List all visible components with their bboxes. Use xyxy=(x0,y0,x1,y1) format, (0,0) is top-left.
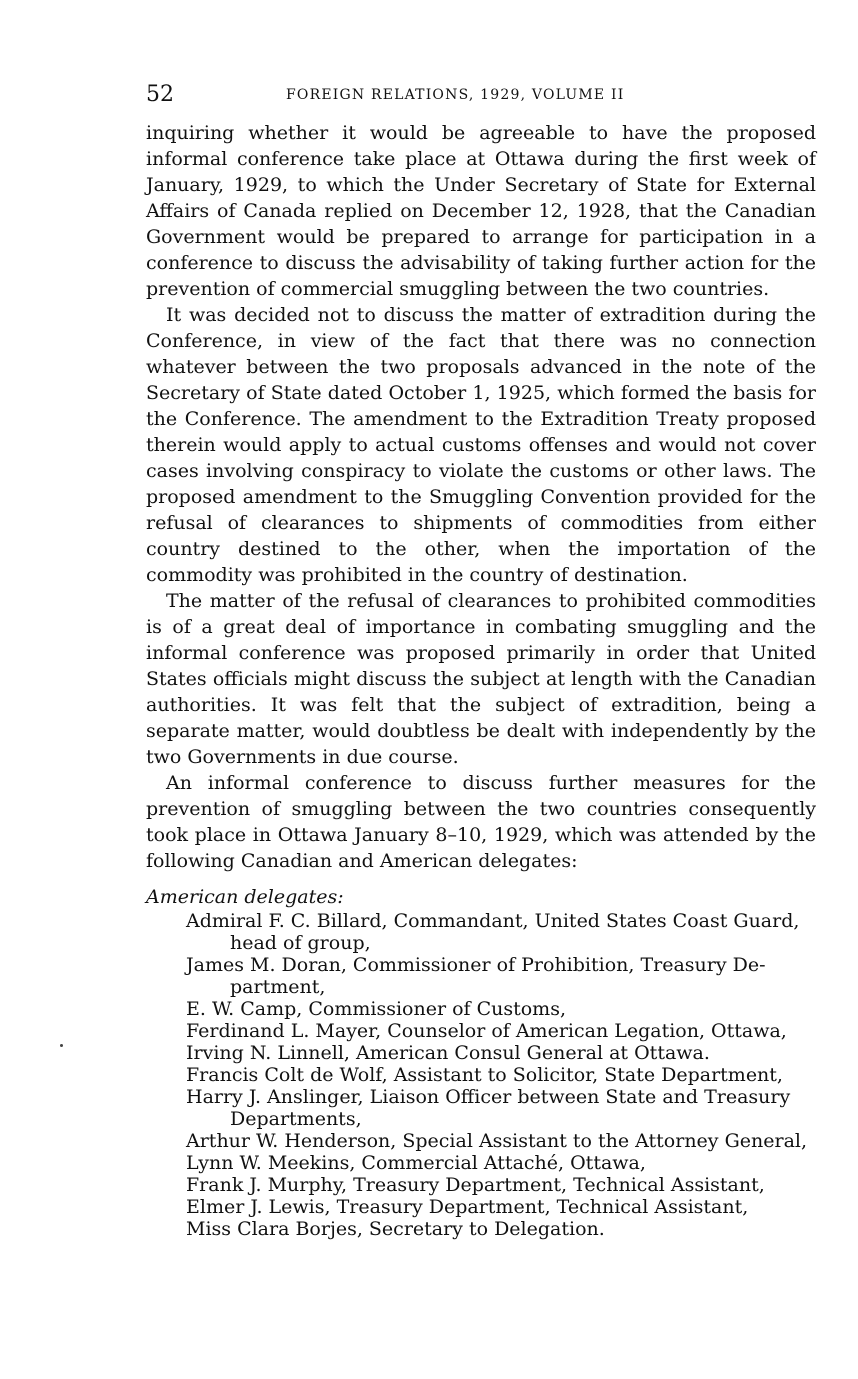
delegate-item: Admiral F. C. Billard, Commandant, United States Coast Guard, head of group, xyxy=(186,910,800,954)
delegate-item: Lynn W. Meekins, Commercial Attaché, Ottawa, xyxy=(186,1152,646,1174)
delegate-item: James M. Doran, Commissioner of Prohibition, Treasury Department, xyxy=(186,954,766,998)
delegate-item: Frank J. Murphy, Treasury Department, Technical Assistant, xyxy=(186,1174,765,1196)
stray-ink-mark xyxy=(60,1044,63,1047)
delegate-item: Miss Clara Borjes, Secretary to Delegation. xyxy=(186,1218,605,1240)
paragraph: It was decided not to discuss the matter of extradition during the Conference, in view of the fact that there was no connection whatever between the two proposals advanced in the note of the Secretary of State dated October 1, 1925, which formed the basis for the Conference. The amendment to the Extradition Treaty proposed therein would apply to actual customs offenses and would not cover cases involving conspiracy to violate the customs or other laws. The proposed amendment to the Smuggling Convention provided for the refusal of clearances to shipments of commodities from either country destined to the other, when the importation of the commodity was prohibited in the country of destination. xyxy=(146,304,816,586)
delegate-item: Ferdinand L. Mayer, Counselor of American Legation, Ottawa, xyxy=(186,1020,787,1042)
body-text xyxy=(146,120,816,874)
paragraph: inquiring whether it would be agreeable to have the proposed informal conference take place at Ottawa during the first week of January, 1929, to which the Under Secretary of State for External Affairs of Canada replied on December 12, 1928, that the Canadian Government would be prepared to arrange for participation in a conference to discuss the advisability of taking further action for the prevention of commercial smuggling between the two countries. xyxy=(146,122,816,300)
delegate-item: Irving N. Linnell, American Consul General at Ottawa. xyxy=(186,1042,710,1064)
document-page xyxy=(146,80,816,1240)
page-number: 52 xyxy=(146,82,174,107)
running-title: FOREIGN RELATIONS, 1929, VOLUME II xyxy=(286,87,625,103)
delegates-heading: American delegates: xyxy=(146,886,344,908)
running-head xyxy=(146,80,816,112)
delegate-item: Francis Colt de Wolf, Assistant to Solicitor, State Department, xyxy=(186,1064,783,1086)
delegate-list xyxy=(146,910,816,1240)
delegate-item: Elmer J. Lewis, Treasury Department, Technical Assistant, xyxy=(186,1196,749,1218)
paragraph: The matter of the refusal of clearances to prohibited commodities is of a great deal of importance in combating smuggling and the informal conference was proposed primarily in order that United States officials might discuss the subject at length with the Canadian authorities. It was felt that the subject of extradition, being a separate matter, would doubtless be dealt with independently by the two Governments in due course. xyxy=(146,590,816,768)
delegate-item: E. W. Camp, Commissioner of Customs, xyxy=(186,998,566,1020)
delegate-item: Arthur W. Henderson, Special Assistant to the Attorney General, xyxy=(186,1130,808,1152)
paragraph: An informal conference to discuss further measures for the prevention of smuggling between the two countries consequently took place in Ottawa January 8–10, 1929, which was attended by the following Canadian and American delegates: xyxy=(146,772,816,872)
delegate-item: Harry J. Anslinger, Liaison Officer between State and Treasury Departments, xyxy=(186,1086,791,1130)
